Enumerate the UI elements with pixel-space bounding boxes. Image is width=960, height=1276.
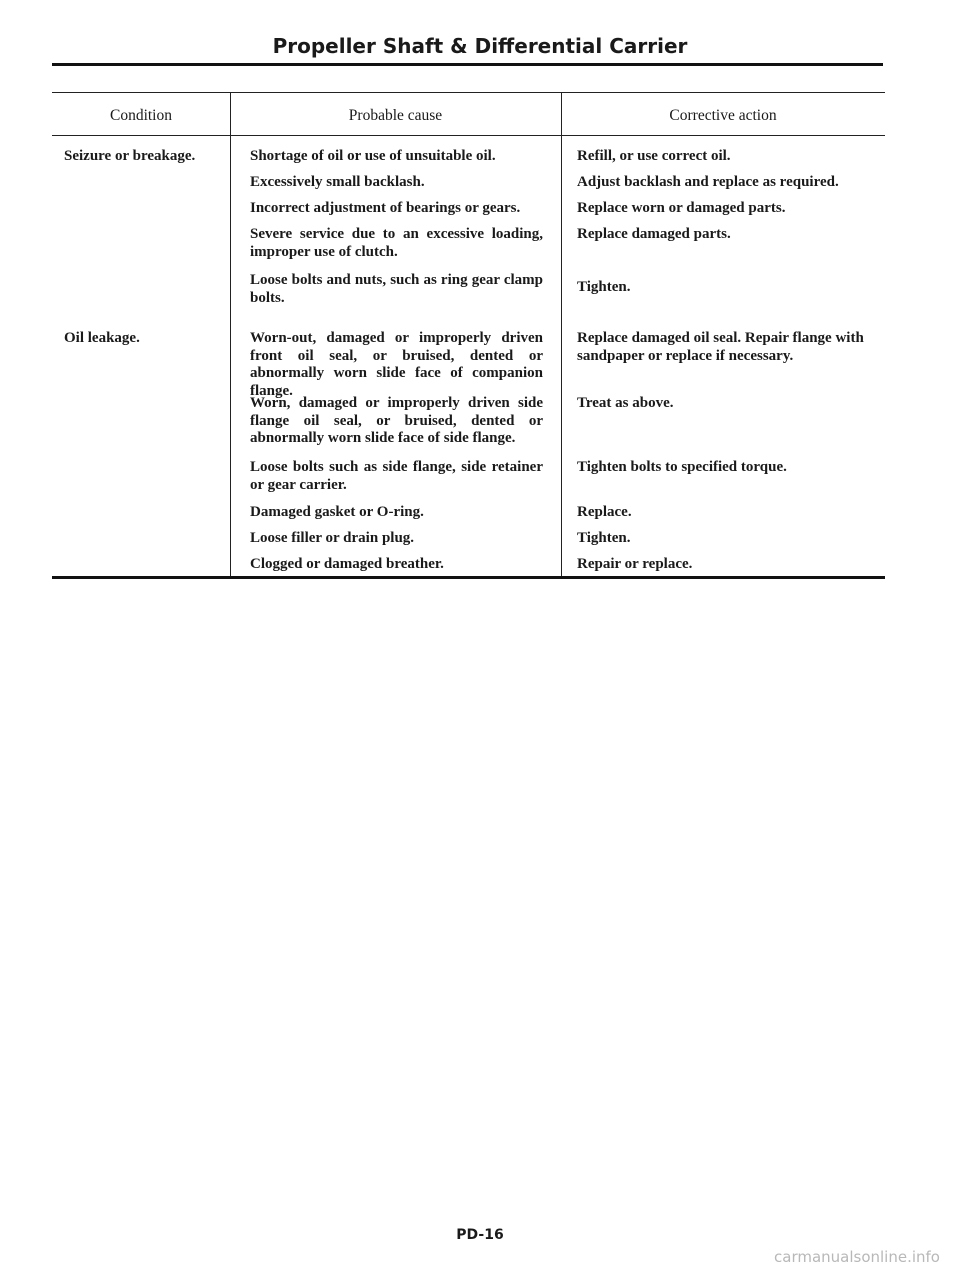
column-divider-2 — [561, 92, 562, 578]
condition-label: Oil leakage. — [64, 330, 140, 346]
action-text: Refill, or use correct oil. — [577, 148, 731, 164]
action-text: Replace damaged oil seal. Repair flange with sandpaper or replace if necessary. — [577, 330, 864, 364]
title-rule — [52, 63, 883, 66]
action-text: Tighten. — [577, 530, 631, 546]
table-header-row — [52, 92, 885, 136]
column-header-probable-cause: Probable cause — [348, 107, 443, 124]
action-text: Replace damaged parts. — [577, 226, 731, 242]
column-header-corrective-action: Corrective action — [669, 107, 777, 124]
action-text: Repair or replace. — [577, 556, 693, 572]
action-text: Replace worn or damaged parts. — [577, 200, 786, 216]
action-text: Tighten bolts to specified torque. — [577, 459, 787, 475]
condition-label: Seizure or breakage. — [64, 148, 196, 164]
page-title: Propeller Shaft & Differential Carrier — [272, 34, 688, 58]
action-text: Adjust backlash and replace as required. — [577, 174, 839, 190]
cause-text: Shortage of oil or use of unsuitable oil. — [250, 148, 496, 164]
table-bottom-rule — [52, 576, 885, 579]
cause-text: Loose filler or drain plug. — [250, 530, 415, 546]
cause-text: Loose bolts and nuts, such as ring gear clamp bolts. — [250, 272, 543, 306]
cause-text: Excessively small backlash. — [250, 174, 425, 190]
watermark: carmanualsonline.info — [774, 1248, 940, 1266]
cause-text: Severe service due to an excessive loading, improper use of clutch. — [250, 226, 543, 260]
column-header-condition: Condition — [109, 107, 172, 124]
column-divider-1 — [230, 92, 231, 578]
action-text: Treat as above. — [577, 395, 674, 411]
cause-text: Incorrect adjustment of bearings or gears. — [250, 200, 521, 216]
action-text: Tighten. — [577, 279, 631, 295]
troubleshooting-table — [52, 92, 885, 572]
cause-text: Clogged or damaged breather. — [250, 556, 444, 572]
page-number: PD-16 — [456, 1227, 504, 1243]
cause-text: Worn, damaged or improperly driven side flange oil seal, or bruised, dented or abnormally worn slide face of side flange. — [250, 395, 543, 446]
cause-text: Worn-out, damaged or improperly driven front oil seal, or bruised, dented or abnormally worn slide face of companion flange. — [250, 330, 543, 399]
action-text: Replace. — [577, 504, 632, 520]
header-rule — [52, 135, 885, 136]
cause-text: Damaged gasket or O-ring. — [250, 504, 424, 520]
cause-text: Loose bolts such as side flange, side retainer or gear carrier. — [250, 459, 543, 493]
